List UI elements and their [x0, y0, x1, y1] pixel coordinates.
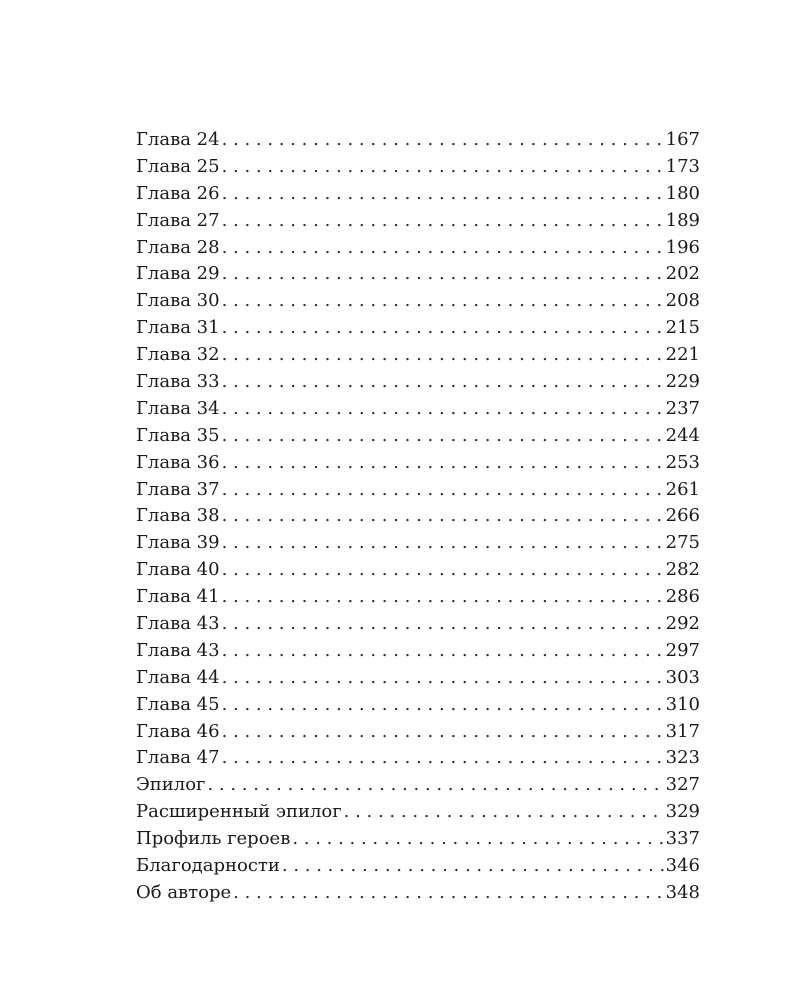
toc-entry-page: 221: [665, 344, 700, 366]
toc-entry-page: 237: [665, 397, 700, 419]
toc-dot-leader: [222, 181, 664, 208]
toc-entry-title: Об авторе: [136, 881, 232, 903]
toc-entry[interactable]: [136, 611, 700, 638]
toc-dot-leader: [222, 665, 664, 692]
toc-dot-leader: [222, 584, 664, 611]
toc-entry-title: Глава 37: [136, 478, 220, 500]
toc-entry-title: Глава 32: [136, 344, 220, 366]
toc-entry-page: 253: [665, 451, 700, 473]
toc-dot-leader: [222, 235, 664, 262]
toc-entry-title: Глава 46: [136, 720, 220, 742]
toc-entry-title: Глава 36: [136, 451, 220, 473]
toc-entry[interactable]: [136, 315, 700, 342]
toc-entry-page: 303: [665, 666, 700, 688]
toc-entry[interactable]: [136, 665, 700, 692]
toc-entry[interactable]: [136, 477, 700, 504]
toc-entry[interactable]: [136, 826, 700, 853]
toc-entry[interactable]: [136, 880, 700, 907]
toc-entry-page: 266: [665, 505, 700, 527]
toc-entry-page: 337: [665, 828, 700, 850]
toc-entry[interactable]: [136, 584, 700, 611]
toc-entry-page: 208: [665, 290, 700, 312]
toc-entry-title: Глава 40: [136, 559, 220, 581]
toc-entry-page: 202: [665, 263, 700, 285]
toc-entry-title: Глава 24: [136, 129, 220, 150]
toc-entry[interactable]: [136, 530, 700, 557]
toc-entry[interactable]: [136, 503, 700, 530]
toc-entry[interactable]: [136, 235, 700, 262]
toc-entry[interactable]: [136, 692, 700, 719]
toc-dot-leader: [222, 638, 664, 665]
toc-entry-title: Глава 28: [136, 236, 220, 258]
toc-entry[interactable]: [136, 154, 700, 181]
toc-entry[interactable]: [136, 288, 700, 315]
toc-dot-leader: [282, 853, 664, 880]
toc-entry[interactable]: [136, 450, 700, 477]
toc-dot-leader: [222, 127, 664, 154]
toc-dot-leader: [222, 208, 664, 235]
toc-entry-page: 261: [665, 478, 700, 500]
toc-entry-page: 167: [665, 129, 700, 150]
toc-entry-title: Глава 25: [136, 155, 220, 177]
toc-entry-page: 275: [665, 532, 700, 554]
toc-dot-leader: [222, 369, 664, 396]
toc-entry-title: Глава 31: [136, 317, 220, 339]
toc-entry[interactable]: [136, 719, 700, 746]
toc-entry-page: 348: [665, 881, 700, 903]
toc-entry-title: Глава 38: [136, 505, 220, 527]
toc-entry[interactable]: [136, 557, 700, 584]
toc-entry-title: Глава 34: [136, 397, 220, 419]
toc-dot-leader: [233, 880, 663, 907]
toc-dot-leader: [222, 719, 664, 746]
toc-entry-page: 323: [665, 747, 700, 769]
toc-entry[interactable]: [136, 369, 700, 396]
toc-entry-page: 329: [665, 801, 700, 823]
toc-dot-leader: [222, 423, 664, 450]
toc-entry[interactable]: [136, 261, 700, 288]
toc-entry-page: 317: [665, 720, 700, 742]
toc-entry[interactable]: [136, 853, 700, 880]
toc-dot-leader: [344, 799, 664, 826]
toc-entry-page: 297: [665, 639, 700, 661]
toc-entry-page: 189: [665, 209, 700, 231]
toc-entry-title: Благодарности: [136, 855, 280, 877]
toc-entry[interactable]: [136, 208, 700, 235]
toc-dot-leader: [222, 154, 664, 181]
toc-entry-title: Глава 45: [136, 693, 220, 715]
toc-entry[interactable]: [136, 342, 700, 369]
toc-entry-title: Глава 47: [136, 747, 220, 769]
toc-entry-page: 327: [665, 774, 700, 796]
toc-entry-page: 180: [665, 182, 700, 204]
toc-entry-title: Эпилог: [136, 774, 206, 796]
toc-entry-title: Глава 44: [136, 666, 220, 688]
toc-entry-title: Глава 29: [136, 263, 220, 285]
toc-entry-title: Глава 39: [136, 532, 220, 554]
toc-entry-page: 310: [665, 693, 700, 715]
toc-dot-leader: [222, 342, 664, 369]
toc-entry-page: 244: [665, 424, 700, 446]
toc-entry-title: Глава 33: [136, 371, 220, 393]
toc-dot-leader: [222, 288, 664, 315]
toc-entry-title: Глава 35: [136, 424, 220, 446]
toc-dot-leader: [222, 450, 664, 477]
table-of-contents: [136, 127, 700, 907]
toc-entry-title: Профиль героев: [136, 828, 291, 850]
toc-dot-leader: [222, 396, 664, 423]
toc-entry-page: 173: [665, 155, 700, 177]
toc-entry-page: 282: [665, 559, 700, 581]
toc-entry-title: Глава 30: [136, 290, 220, 312]
toc-entry[interactable]: [136, 127, 700, 154]
toc-entry[interactable]: [136, 772, 700, 799]
toc-entry-title: Глава 26: [136, 182, 220, 204]
toc-entry-title: Глава 43: [136, 613, 220, 635]
toc-entry-page: 346: [665, 855, 700, 877]
toc-entry-title: Глава 27: [136, 209, 220, 231]
toc-entry-page: 196: [665, 236, 700, 258]
toc-entry[interactable]: [136, 799, 700, 826]
toc-entry[interactable]: [136, 396, 700, 423]
toc-dot-leader: [222, 477, 664, 504]
toc-entry-page: 229: [665, 371, 700, 393]
toc-dot-leader: [222, 745, 664, 772]
toc-entry-title: Глава 41: [136, 586, 220, 608]
toc-dot-leader: [292, 826, 663, 853]
toc-dot-leader: [222, 315, 664, 342]
toc-entry-title: Глава 43: [136, 639, 220, 661]
toc-dot-leader: [207, 772, 663, 799]
toc-dot-leader: [222, 261, 664, 288]
toc-dot-leader: [222, 530, 664, 557]
toc-entry[interactable]: [136, 745, 700, 772]
toc-entry-page: 286: [665, 586, 700, 608]
toc-entry-page: 215: [665, 317, 700, 339]
toc-dot-leader: [222, 611, 664, 638]
toc-dot-leader: [222, 692, 664, 719]
toc-dot-leader: [222, 503, 664, 530]
toc-dot-leader: [222, 557, 664, 584]
toc-entry[interactable]: [136, 638, 700, 665]
toc-entry[interactable]: [136, 181, 700, 208]
toc-entry[interactable]: [136, 423, 700, 450]
toc-entry-page: 292: [665, 613, 700, 635]
toc-entry-title: Расширенный эпилог: [136, 801, 342, 823]
